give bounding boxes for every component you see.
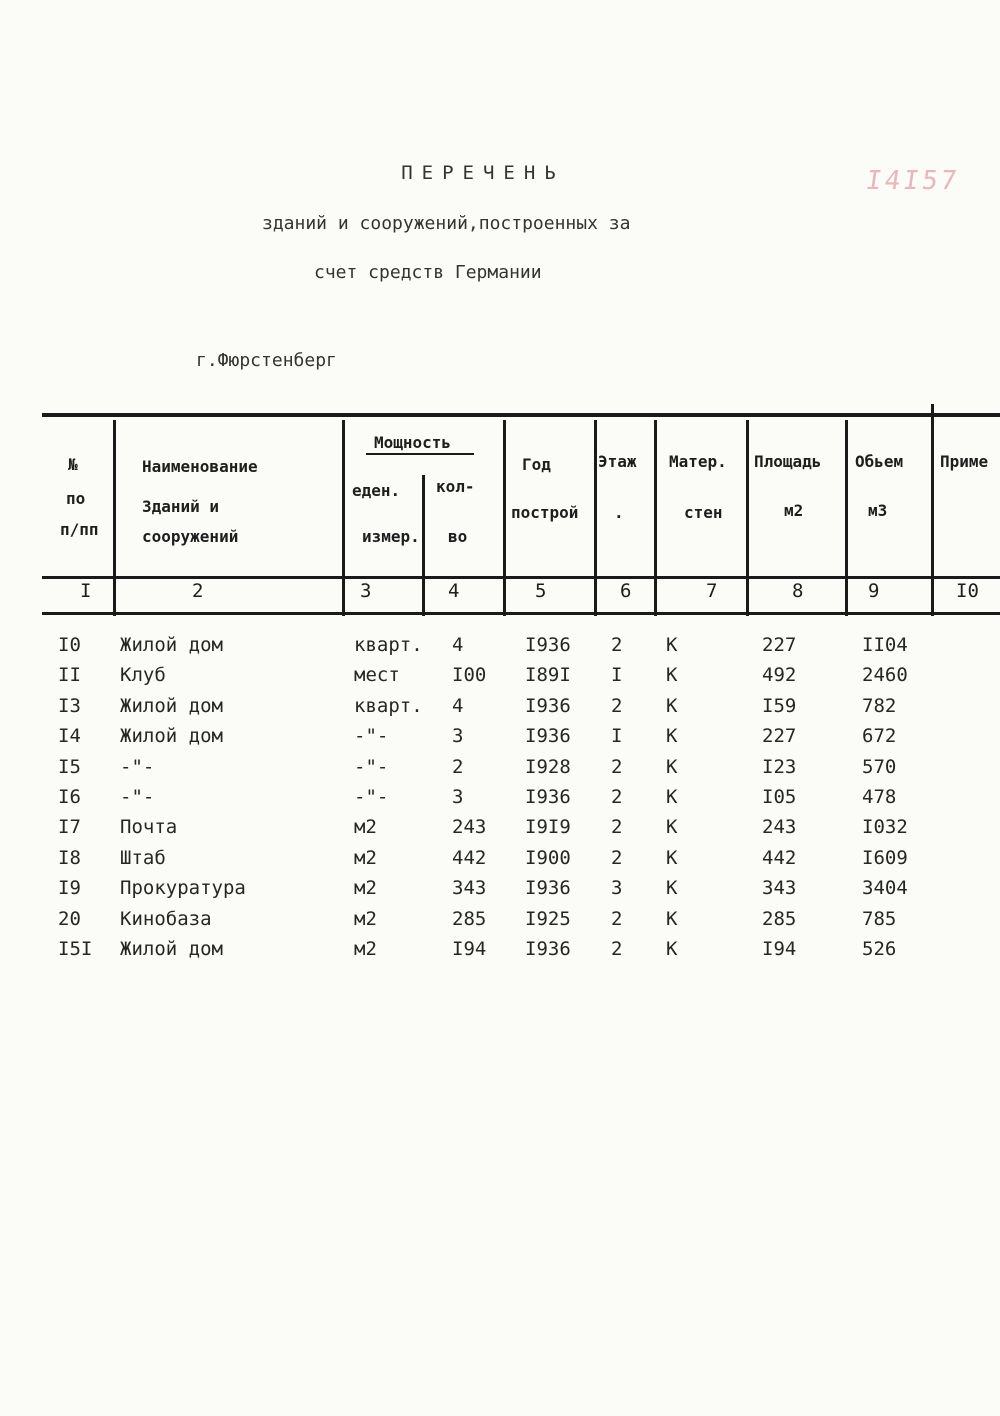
- building-name-cell: Жилой дом: [120, 938, 223, 960]
- volume-cell: 3404: [862, 877, 908, 900]
- material-cell: К: [666, 877, 678, 900]
- unit-cell: м2: [354, 938, 377, 960]
- document-title: ПЕРЕЧЕНЬ: [401, 162, 565, 184]
- year-cell: I936: [525, 877, 571, 900]
- city-label: г.Фюрстенберг: [196, 350, 337, 371]
- material-cell: К: [666, 664, 678, 687]
- table-top-rule: [42, 413, 1000, 417]
- material-cell: К: [666, 846, 678, 869]
- quantity-cell: 3: [452, 725, 464, 748]
- header-area-line1: Площадь: [754, 452, 822, 471]
- capacity-underline: [366, 453, 474, 455]
- unit-cell: кварт.: [354, 634, 423, 656]
- area-cell: 343: [762, 877, 797, 900]
- material-cell: К: [666, 816, 678, 839]
- building-name-cell: -"-: [120, 786, 155, 808]
- material-cell: К: [666, 786, 678, 808]
- header-qty-line2: во: [448, 527, 468, 546]
- year-cell: I9I9: [525, 816, 571, 839]
- building-name-cell: Прокуратура: [120, 877, 246, 900]
- header-year-line2: построй: [511, 503, 579, 522]
- column-divider: [503, 420, 506, 616]
- quantity-cell: 243: [452, 816, 487, 839]
- material-cell: К: [666, 938, 678, 960]
- row-number-cell: I7: [58, 816, 81, 839]
- row-number-cell: I3: [58, 694, 81, 717]
- row-number-cell: I9: [58, 877, 81, 900]
- column-number: 2: [192, 580, 204, 602]
- row-number-cell: I6: [58, 786, 81, 808]
- row-number-cell: II: [58, 664, 81, 687]
- unit-cell: м2: [354, 877, 377, 900]
- row-number-cell: I8: [58, 846, 81, 869]
- row-number-cell: I0: [58, 634, 81, 656]
- column-divider: [654, 420, 657, 616]
- header-capacity: Мощность: [374, 433, 452, 452]
- material-cell: К: [666, 755, 678, 778]
- row-number-cell: I5: [58, 755, 81, 778]
- numbering-bottom-rule: [42, 612, 1000, 615]
- column-divider: [746, 420, 749, 616]
- quantity-cell: 4: [452, 634, 464, 656]
- header-floors-line2: .: [614, 503, 624, 522]
- header-material-line2: стен: [684, 503, 723, 522]
- quantity-cell: I00: [452, 664, 487, 687]
- column-number: 7: [706, 580, 718, 602]
- column-number: I0: [956, 580, 979, 602]
- floors-cell: 2: [611, 816, 623, 839]
- column-divider: [113, 420, 116, 616]
- quantity-cell: 343: [452, 877, 487, 900]
- column-divider: [594, 420, 597, 616]
- header-volume-line2: м3: [868, 501, 888, 520]
- column-divider: [342, 420, 345, 616]
- volume-cell: 782: [862, 694, 897, 717]
- quantity-cell: I94: [452, 938, 487, 960]
- volume-cell: 526: [862, 938, 897, 960]
- floors-cell: 2: [611, 786, 623, 808]
- unit-cell: м2: [354, 907, 377, 930]
- column-number: 6: [620, 580, 632, 602]
- unit-cell: м2: [354, 816, 377, 839]
- material-cell: К: [666, 907, 678, 930]
- area-cell: I05: [762, 786, 797, 808]
- floors-cell: 2: [611, 938, 623, 960]
- unit-cell: кварт.: [354, 694, 423, 717]
- header-qty-line1: кол-: [436, 477, 475, 496]
- volume-cell: 570: [862, 755, 897, 778]
- column-number: 3: [360, 580, 372, 602]
- area-cell: 285: [762, 907, 797, 930]
- header-material-line1: Матер.: [669, 452, 727, 471]
- column-number: I: [80, 580, 92, 602]
- quantity-cell: 2: [452, 755, 464, 778]
- year-cell: I900: [525, 846, 571, 869]
- unit-cell: -"-: [354, 755, 389, 778]
- header-area-line2: м2: [784, 501, 804, 520]
- header-no-line3: п/пп: [60, 520, 99, 539]
- header-unit-line1: еден.: [352, 481, 401, 500]
- column-divider: [931, 404, 934, 616]
- header-floors-line1: Этаж: [598, 452, 637, 471]
- material-cell: К: [666, 725, 678, 748]
- year-cell: I936: [525, 634, 571, 656]
- area-cell: I94: [762, 938, 797, 960]
- building-name-cell: Жилой дом: [120, 725, 223, 748]
- header-no-line2: по: [66, 489, 86, 508]
- floors-cell: I: [611, 725, 623, 748]
- row-number-cell: 20: [58, 907, 81, 930]
- document-subtitle-line1: зданий и сооружений,построенных за: [262, 213, 631, 234]
- volume-cell: I609: [862, 846, 908, 869]
- building-name-cell: Кинобаза: [120, 907, 212, 930]
- year-cell: I936: [525, 694, 571, 717]
- unit-cell: -"-: [354, 786, 389, 808]
- header-no-line1: №: [68, 455, 78, 474]
- building-name-cell: Почта: [120, 816, 178, 839]
- year-cell: I89I: [525, 664, 571, 687]
- area-cell: 227: [762, 634, 797, 656]
- area-cell: 243: [762, 816, 797, 839]
- header-year-line1: Год: [522, 455, 551, 474]
- material-cell: К: [666, 694, 678, 717]
- building-name-cell: Штаб: [120, 846, 166, 869]
- quantity-cell: 285: [452, 907, 487, 930]
- floors-cell: 2: [611, 846, 623, 869]
- volume-cell: II04: [862, 634, 908, 656]
- floors-cell: 2: [611, 694, 623, 717]
- floors-cell: 2: [611, 634, 623, 656]
- area-cell: 442: [762, 846, 797, 869]
- unit-cell: -"-: [354, 725, 389, 748]
- area-cell: I23: [762, 755, 797, 778]
- column-number: 4: [448, 580, 460, 602]
- year-cell: I925: [525, 907, 571, 930]
- volume-cell: I032: [862, 816, 908, 839]
- row-number-cell: I5I: [58, 938, 93, 960]
- year-cell: I936: [525, 938, 571, 960]
- year-cell: I928: [525, 755, 571, 778]
- header-unit-line2: измер.: [362, 527, 420, 546]
- header-note: Приме: [940, 452, 989, 471]
- volume-cell: 672: [862, 725, 897, 748]
- area-cell: I59: [762, 694, 797, 717]
- material-cell: К: [666, 634, 678, 656]
- building-name-cell: Клуб: [120, 664, 166, 687]
- header-bottom-rule: [42, 576, 1000, 579]
- volume-cell: 2460: [862, 664, 908, 687]
- unit-cell: м2: [354, 846, 377, 869]
- header-name-line3: сооружений: [142, 527, 239, 546]
- column-number: 5: [535, 580, 547, 602]
- area-cell: 227: [762, 725, 797, 748]
- column-number: 8: [792, 580, 804, 602]
- header-volume-line1: Обьем: [855, 452, 904, 471]
- quantity-cell: 442: [452, 846, 487, 869]
- year-cell: I936: [525, 786, 571, 808]
- year-cell: I936: [525, 725, 571, 748]
- quantity-cell: 4: [452, 694, 464, 717]
- volume-cell: 785: [862, 907, 897, 930]
- archive-stamp: I4I57: [863, 166, 962, 196]
- area-cell: 492: [762, 664, 797, 687]
- column-divider: [422, 475, 425, 616]
- floors-cell: 2: [611, 755, 623, 778]
- volume-cell: 478: [862, 786, 897, 808]
- quantity-cell: 3: [452, 786, 464, 808]
- column-divider: [845, 420, 848, 616]
- unit-cell: мест: [354, 664, 400, 687]
- row-number-cell: I4: [58, 725, 81, 748]
- building-name-cell: -"-: [120, 755, 155, 778]
- column-number: 9: [868, 580, 880, 602]
- header-name-line1: Наименование: [142, 457, 258, 476]
- header-name-line2: Зданий и: [142, 497, 220, 516]
- building-name-cell: Жилой дом: [120, 694, 223, 717]
- floors-cell: 2: [611, 907, 623, 930]
- floors-cell: I: [611, 664, 623, 687]
- document-subtitle-line2: счет средств Германии: [314, 262, 542, 283]
- building-name-cell: Жилой дом: [120, 634, 223, 656]
- floors-cell: 3: [611, 877, 623, 900]
